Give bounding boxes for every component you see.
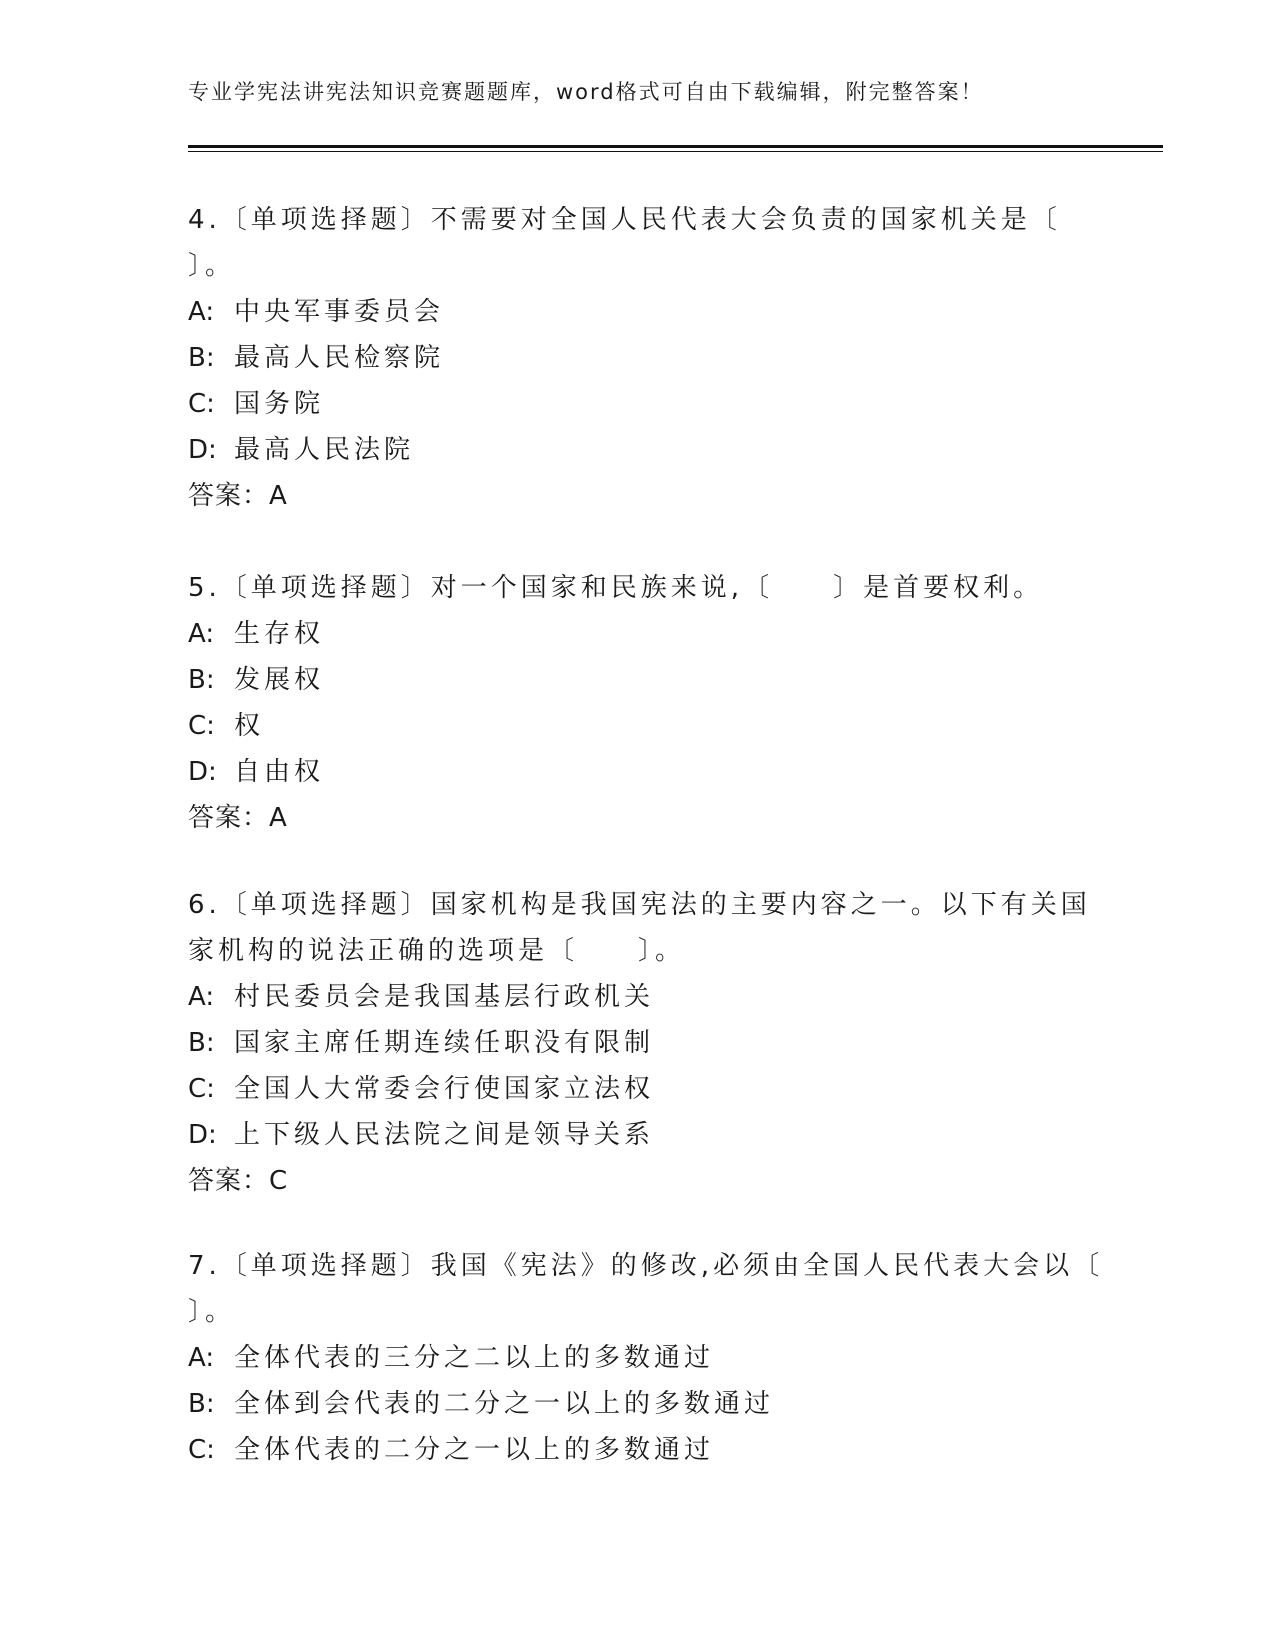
option-label: A: — [188, 982, 215, 1012]
header-rule-thick — [188, 145, 1163, 148]
option-c — [188, 1066, 1078, 1112]
option-text: 全体代表的三分之二以上的多数通过 — [234, 1343, 715, 1373]
option-b — [188, 1020, 1078, 1066]
option-a — [188, 289, 1078, 335]
option-text: 全体到会代表的二分之一以上的多数通过 — [234, 1389, 775, 1419]
question-stem-line: 7.〔单项选择题〕我国《宪法》的修改,必须由全国人民代表大会以〔 — [188, 1251, 1104, 1281]
option-label: A: — [188, 297, 215, 327]
option-label: C: — [188, 1074, 215, 1104]
option-label: D: — [188, 1120, 217, 1150]
page-header-text: 专业学宪法讲宪法知识竞赛题题库，word格式可自由下载编辑，附完整答案！ — [188, 80, 984, 104]
question-stem-line: 〕。 — [188, 1297, 236, 1327]
option-label: D: — [188, 435, 217, 465]
option-d — [188, 1112, 1078, 1158]
option-label: B: — [188, 665, 215, 695]
option-text: 国务院 — [234, 389, 325, 419]
option-text: 中央军事委员会 — [234, 297, 445, 327]
option-label: D: — [188, 757, 217, 787]
question-stem-line: 6.〔单项选择题〕国家机构是我国宪法的主要内容之一。以下有关国 — [188, 890, 1091, 920]
option-d — [188, 749, 1078, 795]
option-b — [188, 1381, 1078, 1427]
option-text: 发展权 — [234, 665, 325, 695]
option-b — [188, 335, 1078, 381]
question-6 — [188, 882, 1091, 1204]
answer-line: 答案：A — [188, 481, 288, 511]
option-a — [188, 974, 1078, 1020]
option-text: 权 — [234, 711, 265, 741]
option-text: 全体代表的二分之一以上的多数通过 — [234, 1435, 715, 1465]
option-text: 全国人大常委会行使国家立法权 — [234, 1074, 655, 1104]
option-label: C: — [188, 1435, 215, 1465]
option-label: C: — [188, 711, 215, 741]
question-stem-line: 5.〔单项选择题〕对一个国家和民族来说,〔 〕是首要权利。 — [188, 573, 1044, 603]
option-text: 国家主席任期连续任职没有限制 — [234, 1028, 655, 1058]
option-a — [188, 611, 1078, 657]
option-text: 生存权 — [234, 619, 325, 649]
option-c — [188, 1427, 1078, 1473]
question-stem-line: 〕。 — [188, 251, 236, 281]
option-d — [188, 427, 1078, 473]
option-text: 最高人民法院 — [234, 435, 415, 465]
question-stem-line: 家机构的说法正确的选项是〔 〕。 — [188, 936, 686, 966]
option-a — [188, 1335, 1078, 1381]
header-rule-thin — [188, 151, 1163, 152]
option-text: 最高人民检察院 — [234, 343, 445, 373]
question-4 — [188, 197, 1078, 519]
option-text: 村民委员会是我国基层行政机关 — [234, 982, 655, 1012]
option-label: A: — [188, 1343, 215, 1373]
option-label: B: — [188, 1028, 215, 1058]
question-5 — [188, 565, 1078, 841]
option-b — [188, 657, 1078, 703]
option-text: 上下级人民法院之间是领导关系 — [234, 1120, 655, 1150]
option-label: A: — [188, 619, 215, 649]
option-text: 自由权 — [234, 757, 325, 787]
option-c — [188, 381, 1078, 427]
option-c — [188, 703, 1078, 749]
answer-line: 答案：C — [188, 1166, 289, 1196]
question-stem-line: 4.〔单项选择题〕不需要对全国人民代表大会负责的国家机关是〔 — [188, 205, 1061, 235]
answer-line: 答案：A — [188, 803, 288, 833]
option-label: C: — [188, 389, 215, 419]
option-label: B: — [188, 343, 215, 373]
option-label: B: — [188, 1389, 215, 1419]
question-7 — [188, 1243, 1104, 1473]
